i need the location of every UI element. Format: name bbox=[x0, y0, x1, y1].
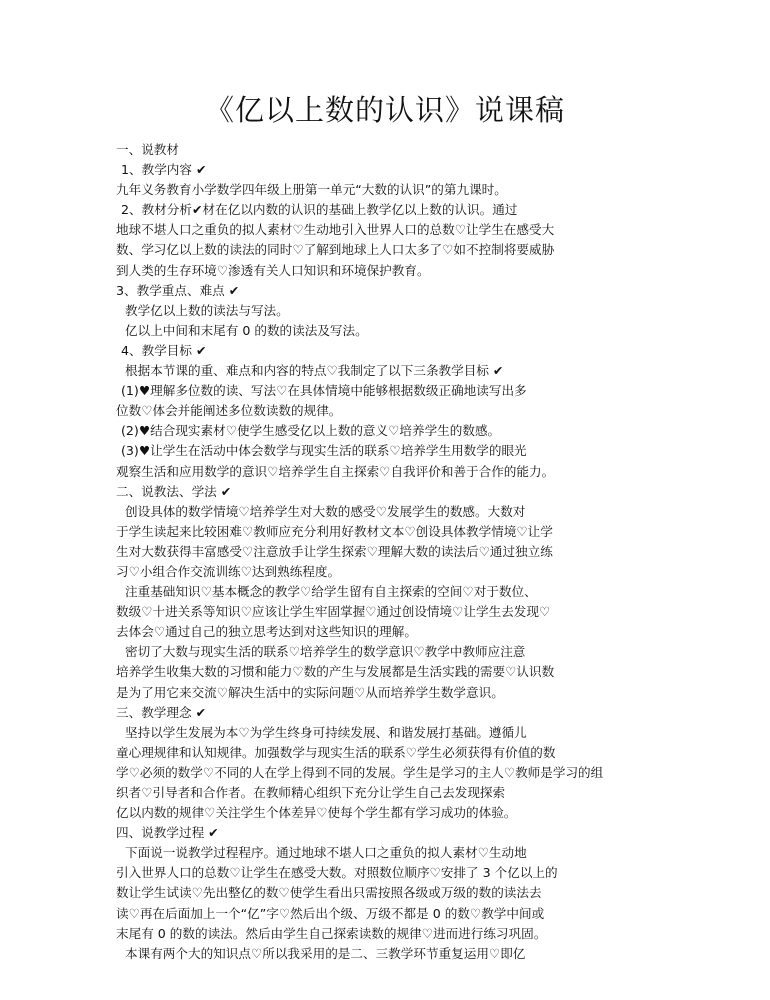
text-line: 去体会♡通过自己的独立思考达到对这些知识的理解。 bbox=[116, 624, 417, 640]
text-line: 九年义务教育小学数学四年级上册第一单元“大数的认识”的第九课时。 bbox=[116, 182, 507, 198]
text-line: 创设具体的数学情境♡培养学生对大数的感受♡发展学生的数感。大数对 bbox=[125, 503, 526, 519]
text-line: 位数♡体会并能阐述多位数读数的规律。 bbox=[116, 403, 342, 419]
subheading: 1、教学内容 ✔ bbox=[121, 162, 207, 178]
document-title: 《亿以上数的认识》说课稿 bbox=[204, 93, 565, 127]
text-line: 织者♡引导者和合作者。在教师精心组织下充分让学生自己去发现探索 bbox=[116, 785, 506, 800]
text-line: 数级♡十进关系等知识♡应该让学生牢固掌握♡通过创设情境♡让学生去发现♡ bbox=[116, 604, 551, 620]
document-body bbox=[116, 140, 676, 964]
text-line: 注重基础知识♡基本概念的教学♡给学生留有自主探索的空间♡对于数位、 bbox=[125, 584, 537, 600]
text-line: 密切了大数与现实生活的联系♡培养学生的数学意识♡教学中教师应注意 bbox=[125, 644, 526, 660]
section-heading: 三、教学理念 ✔ bbox=[116, 704, 207, 720]
text-line: 读♡再在后面加上一个“亿”字♡然后出个级、万级不都是 0 的数♡教学中间或 bbox=[116, 905, 545, 921]
text-line: 生对大数获得丰富感受♡注意放手让学生探索♡理解大数的读法后♡通过独立练 bbox=[116, 543, 553, 559]
list-item: (3)♥让学生在活动中体会数学与现实生活的联系♡培养学生用数学的眼光 bbox=[121, 443, 527, 459]
text-line: 到人类的生存环境♡渗透有关人口知识和环境保护教育。 bbox=[116, 262, 430, 278]
section-heading: 四、说教学过程 ✔ bbox=[116, 825, 219, 841]
text-line: 亿以内数的规律♡关注学生个体差异♡使每个学生都有学习成功的体验。 bbox=[116, 805, 517, 821]
text-line: 根据本节课的重、难点和内容的特点♡我制定了以下三条教学目标 ✔ bbox=[125, 363, 504, 379]
text-line: 习♡小组合作交流训练♡达到熟练程度。 bbox=[116, 563, 341, 579]
list-item: (2)♥结合现实素材♡使学生感受亿以上数的意义♡培养学生的数感。 bbox=[121, 423, 501, 439]
text-line: 引入世界人口的总数♡让学生在感受大数。对照数位顺序♡安排了 3 个亿以上的 bbox=[116, 865, 558, 881]
text-line: 坚持以学生发展为本♡为学生终身可持续发展、和谐发展打基础。遵循儿 bbox=[125, 724, 527, 740]
text-line: 培养学生收集大数的习惯和能力♡数的产生与发展都是生活实践的需要♡认识数 bbox=[116, 664, 555, 680]
text-line: 下面说一说教学过程程序。通过地球不堪人口之重负的拟人素材♡生动地 bbox=[125, 845, 527, 861]
text-line: 亿以上中间和末尾有 0 的数的读法及写法。 bbox=[125, 322, 368, 338]
list-item: (1)♥理解多位数的读、写法♡在具体情境中能够根据数级正确地读写出多 bbox=[121, 383, 527, 399]
text-line: 本课有两个大的知识点♡所以我采用的是二、三教学环节重复运用♡即亿 bbox=[125, 945, 526, 961]
subheading: 2、教材分析✔材在亿以内数的认识的基础上教学亿以上数的认识。通过 bbox=[121, 202, 518, 218]
text-line: 是为了用它来交流♡解决生活中的实际问题♡从而培养学生数学意识。 bbox=[116, 684, 504, 700]
subheading: 4、教学目标 ✔ bbox=[121, 342, 207, 358]
section-heading: 一、说教材 bbox=[116, 142, 179, 157]
section-heading: 二、说教法、学法 ✔ bbox=[116, 483, 232, 499]
text-line: 教学亿以上数的读法与写法。 bbox=[125, 302, 289, 318]
text-line: 地球不堪人口之重负的拟人素材♡生动地引入世界人口的总数♡让学生在感受大 bbox=[116, 222, 555, 238]
text-line: 观察生活和应用数学的意识♡培养学生自主探索♡自我评价和善于合作的能力。 bbox=[116, 463, 555, 479]
text-line: 童心理规律和认知规律。加强数学与现实生活的联系♡学生必须获得有价值的数 bbox=[116, 744, 556, 760]
subheading: 3、教学重点、难点 ✔ bbox=[116, 282, 240, 298]
text-line: 末尾有 0 的数的读法。然后由学生自己探索读数的规律♡进而进行练习巩固。 bbox=[116, 925, 547, 941]
text-line: 于学生读起来比较困难♡教师应充分利用好教材文本♡创设具体教学情境♡让学 bbox=[116, 523, 553, 539]
text-line: 数、学习亿以上数的读法的同时♡了解到地球上人口太多了♡如不控制将要威胁 bbox=[116, 242, 555, 258]
text-line: 学♡必须的数学♡不同的人在学上得到不同的发展。学生是学习的主人♡教师是学习的组 bbox=[116, 764, 604, 780]
text-line: 数让学生试读♡先出整亿的数♡使学生看出只需按照各级或万级的数的读法去 bbox=[116, 885, 542, 901]
